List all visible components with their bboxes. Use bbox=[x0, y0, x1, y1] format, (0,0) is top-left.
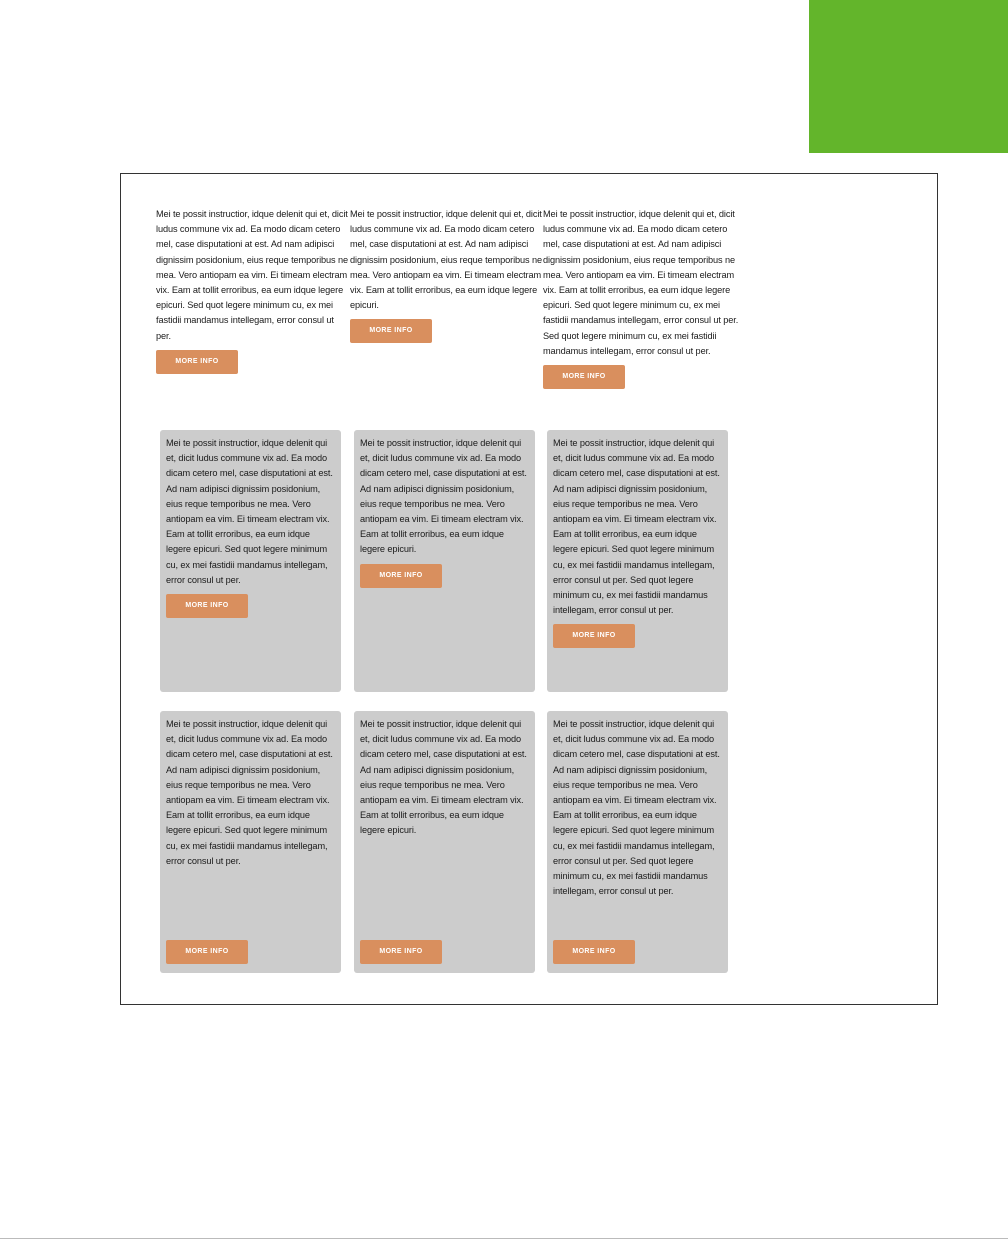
plain-column-3 bbox=[543, 207, 739, 389]
more-info-button[interactable]: MORE INFO bbox=[360, 564, 442, 588]
card-row2-2 bbox=[354, 711, 535, 973]
plain-column-2 bbox=[350, 207, 544, 343]
card-text: Mei te possit instructior, idque delenit qui et, dicit ludus commune vix ad. Ea modo dicam cetero mel, case disputationi at est. Ad nam adipisci dignissim posidonium, eius reque temporibus ne mea. Vero antiopam ea vim. Ei timeam electram vix. Eam at tollit erroribus, ea eum idque legere epicuri. Sed quot legere minimum cu, ex mei fastidii mandamus intellegam, error consul ut per. Sed quot legere minimum cu, ex mei fastidii mandamus intellegam, error consul ut per. bbox=[553, 438, 720, 616]
more-info-button[interactable]: MORE INFO bbox=[553, 940, 635, 964]
more-info-button[interactable]: MORE INFO bbox=[553, 624, 635, 648]
more-info-button[interactable]: MORE INFO bbox=[166, 940, 248, 964]
plain-column-1 bbox=[156, 207, 350, 374]
more-info-button[interactable]: MORE INFO bbox=[350, 319, 432, 343]
card-row1-1 bbox=[160, 430, 341, 692]
card-text: Mei te possit instructior, idque delenit qui et, dicit ludus commune vix ad. Ea modo dicam cetero mel, case disputationi at est. Ad nam adipisci dignissim posidonium, eius reque temporibus ne mea. Vero antiopam ea vim. Ei timeam electram vix. Eam at tollit erroribus, ea eum idque legere epicuri. Sed quot legere minimum cu, ex mei fastidii mandamus intellegam, error consul ut per. bbox=[166, 719, 333, 866]
card-row2-1 bbox=[160, 711, 341, 973]
page-divider bbox=[0, 1238, 1008, 1239]
card-row2-3 bbox=[547, 711, 728, 973]
column-text: Mei te possit instructior, idque delenit qui et, dicit ludus commune vix ad. Ea modo dicam cetero mel, case disputationi at est. Ad nam adipisci dignissim posidonium, eius reque temporibus ne mea. Vero antiopam ea vim. Ei timeam electram vix. Eam at tollit erroribus, ea eum idque legere epicuri. bbox=[350, 209, 543, 311]
column-text: Mei te possit instructior, idque delenit qui et, dicit ludus commune vix ad. Ea modo dicam cetero mel, case disputationi at est. Ad nam adipisci dignissim posidonium, eius reque temporibus ne mea. Vero antiopam ea vim. Ei timeam electram vix. Eam at tollit erroribus, ea eum idque legere epicuri. Sed quot legere minimum cu, ex mei fastidii mandamus intellegam, error consul ut per. bbox=[156, 209, 349, 341]
more-info-button[interactable]: MORE INFO bbox=[360, 940, 442, 964]
card-text: Mei te possit instructior, idque delenit qui et, dicit ludus commune vix ad. Ea modo dicam cetero mel, case disputationi at est. Ad nam adipisci dignissim posidonium, eius reque temporibus ne mea. Vero antiopam ea vim. Ei timeam electram vix. Eam at tollit erroribus, ea eum idque legere epicuri. Sed quot legere minimum cu, ex mei fastidii mandamus intellegam, error consul ut per. Sed quot legere minimum cu, ex mei fastidii mandamus intellegam, error consul ut per. bbox=[553, 719, 720, 897]
card-row1-2 bbox=[354, 430, 535, 692]
card-row1-3 bbox=[547, 430, 728, 692]
card-text: Mei te possit instructior, idque delenit qui et, dicit ludus commune vix ad. Ea modo dicam cetero mel, case disputationi at est. Ad nam adipisci dignissim posidonium, eius reque temporibus ne mea. Vero antiopam ea vim. Ei timeam electram vix. Eam at tollit erroribus, ea eum idque legere epicuri. bbox=[360, 719, 527, 836]
card-text: Mei te possit instructior, idque delenit qui et, dicit ludus commune vix ad. Ea modo dicam cetero mel, case disputationi at est. Ad nam adipisci dignissim posidonium, eius reque temporibus ne mea. Vero antiopam ea vim. Ei timeam electram vix. Eam at tollit erroribus, ea eum idque legere epicuri. bbox=[360, 438, 527, 555]
column-text: Mei te possit instructior, idque delenit qui et, dicit ludus commune vix ad. Ea modo dicam cetero mel, case disputationi at est. Ad nam adipisci dignissim posidonium, eius reque temporibus ne mea. Vero antiopam ea vim. Ei timeam electram vix. Eam at tollit erroribus, ea eum idque legere epicuri. Sed quot legere minimum cu, ex mei fastidii mandamus intellegam, error consul ut per. Sed quot legere minimum cu, ex mei fastidii mandamus intellegam, error consul ut per. bbox=[543, 209, 739, 356]
accent-tab bbox=[809, 0, 1008, 153]
more-info-button[interactable]: MORE INFO bbox=[166, 594, 248, 618]
more-info-button[interactable]: MORE INFO bbox=[156, 350, 238, 374]
layout-frame bbox=[120, 173, 938, 1005]
more-info-button[interactable]: MORE INFO bbox=[543, 365, 625, 389]
card-text: Mei te possit instructior, idque delenit qui et, dicit ludus commune vix ad. Ea modo dicam cetero mel, case disputationi at est. Ad nam adipisci dignissim posidonium, eius reque temporibus ne mea. Vero antiopam ea vim. Ei timeam electram vix. Eam at tollit erroribus, ea eum idque legere epicuri. Sed quot legere minimum cu, ex mei fastidii mandamus intellegam, error consul ut per. bbox=[166, 438, 333, 585]
